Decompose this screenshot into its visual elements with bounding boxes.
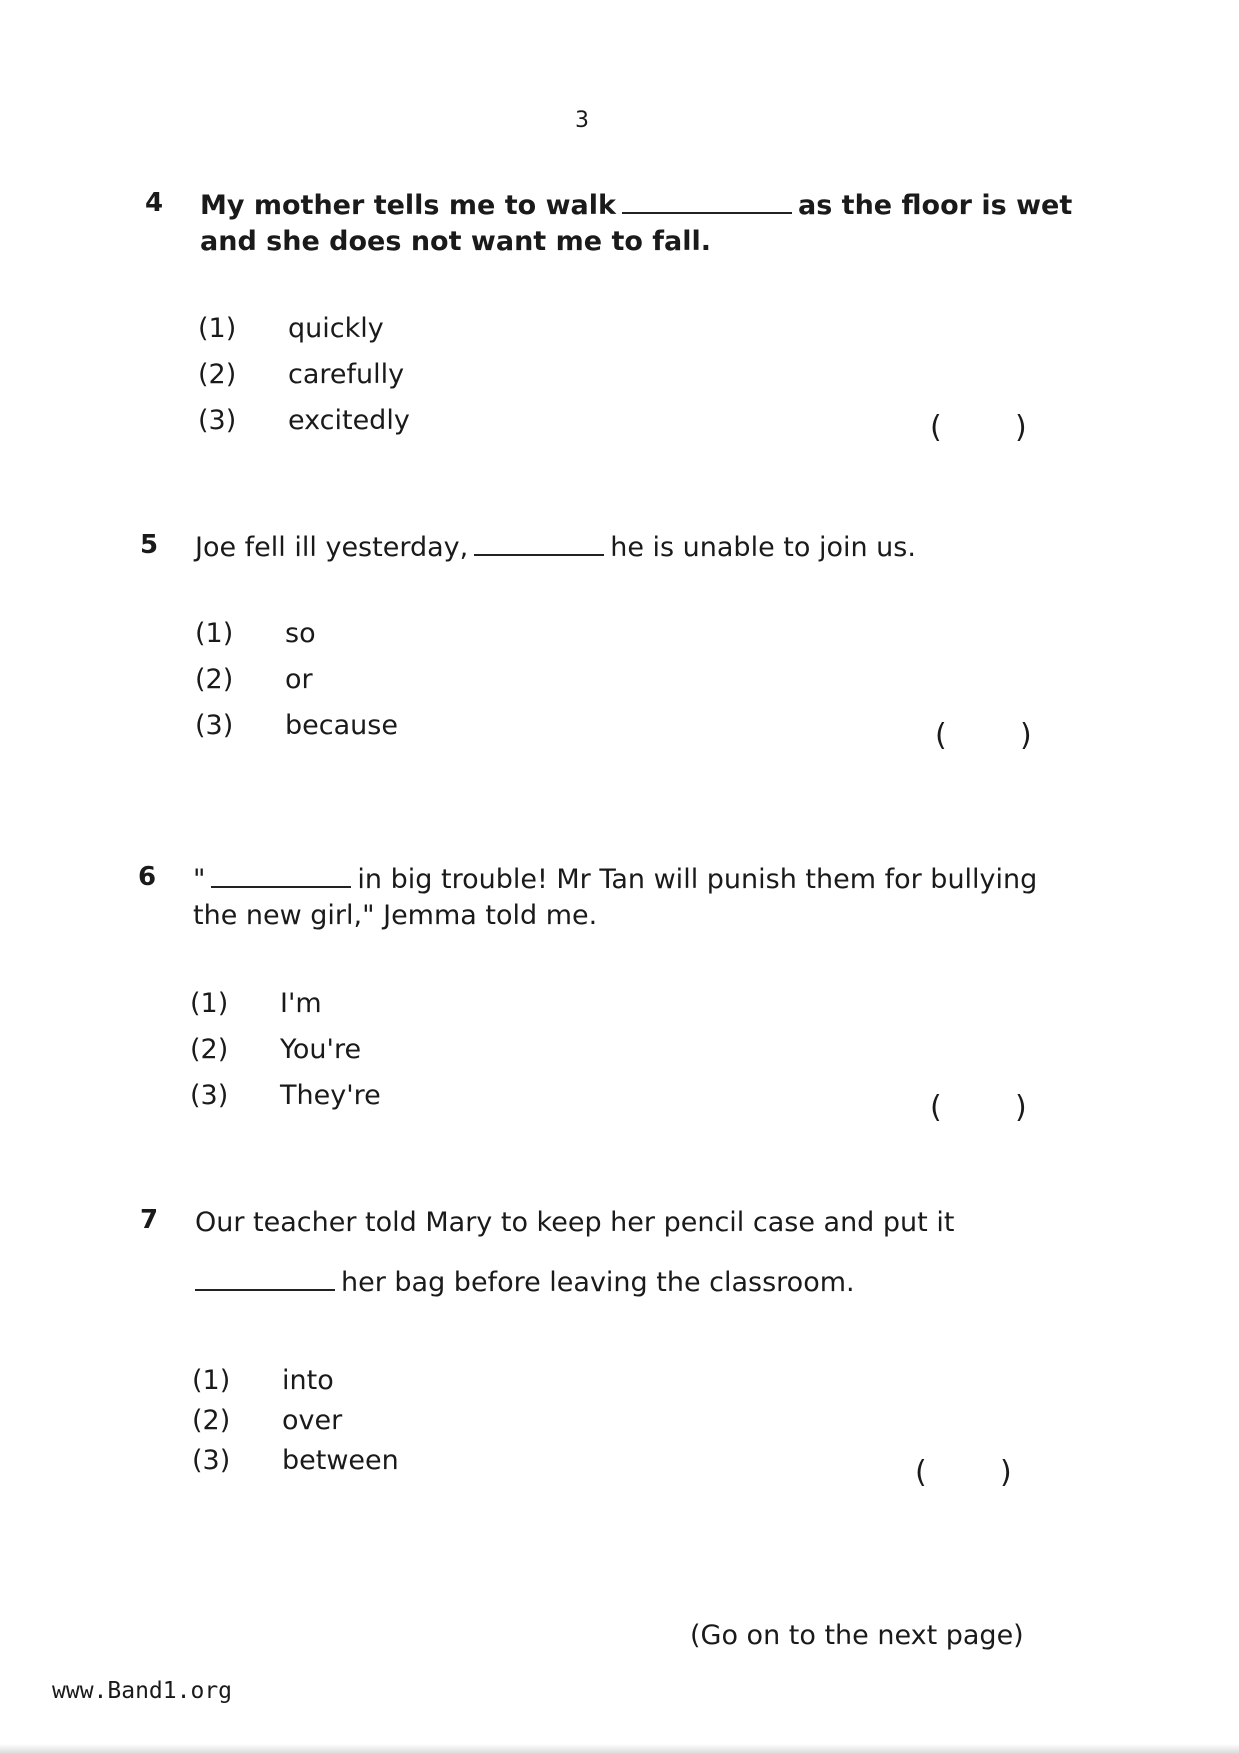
option-number: (2) (195, 664, 234, 695)
options-list (190, 988, 690, 1126)
question-text-before: " (193, 864, 206, 895)
answer-blank (474, 534, 604, 556)
option-number: (2) (192, 1405, 231, 1436)
option-number: (1) (195, 618, 234, 649)
source-url: www.Band1.org (52, 1678, 233, 1704)
bracket-close: ) (1015, 1090, 1027, 1125)
option-number: (3) (198, 405, 237, 436)
option-text: over (282, 1405, 343, 1436)
option-1 (190, 988, 690, 1034)
options-list (192, 1365, 692, 1485)
option-text: because (285, 710, 398, 741)
option-number: (1) (198, 313, 237, 344)
bracket-open: ( (930, 1090, 942, 1125)
question-number: 7 (140, 1205, 159, 1235)
option-text: between (282, 1445, 399, 1476)
option-3 (192, 1445, 692, 1485)
option-text: excitedly (288, 405, 410, 436)
option-number: (1) (192, 1365, 231, 1396)
scan-edge (0, 1744, 1239, 1754)
answer-blank (195, 1269, 335, 1291)
page-number: 3 (575, 108, 589, 133)
option-text: or (285, 664, 313, 695)
option-1 (192, 1365, 692, 1405)
option-text: I'm (280, 988, 322, 1019)
question-text-after: he is unable to join us. (610, 532, 916, 563)
bracket-open: ( (930, 410, 942, 445)
option-1 (195, 618, 695, 664)
option-number: (3) (192, 1445, 231, 1476)
question-text-after: in big trouble! Mr Tan will punish them for bullying the new girl," Jemma told me. (193, 864, 1038, 931)
question-text-before: My mother tells me to walk (200, 190, 616, 221)
bracket-close: ) (1000, 1455, 1012, 1490)
option-2 (192, 1405, 692, 1445)
go-on-notice: (Go on to the next page) (690, 1620, 1024, 1651)
question-text-before: Joe fell ill yesterday, (195, 532, 469, 563)
question-number: 6 (138, 862, 157, 892)
option-number: (3) (195, 710, 234, 741)
option-2 (195, 664, 695, 710)
bracket-close: ) (1015, 410, 1027, 445)
question-number: 4 (145, 188, 164, 218)
option-text: quickly (288, 313, 384, 344)
options-list (198, 313, 698, 451)
option-number: (2) (190, 1034, 229, 1065)
question-text (195, 530, 1075, 566)
question-text (200, 188, 1080, 260)
option-3 (190, 1080, 690, 1126)
question-text (193, 862, 1073, 934)
option-1 (198, 313, 698, 359)
bracket-open: ( (935, 718, 947, 753)
option-3 (198, 405, 698, 451)
option-3 (195, 710, 695, 756)
option-2 (190, 1034, 690, 1080)
question-text-after: as the floor is wet and she does not want me to fall. (200, 190, 1073, 257)
bracket-open: ( (915, 1455, 927, 1490)
option-number: (3) (190, 1080, 229, 1111)
answer-blank (622, 192, 792, 214)
answer-blank (211, 866, 351, 888)
option-text: carefully (288, 359, 405, 390)
question-text-after: her bag before leaving the classroom. (341, 1267, 855, 1298)
question-text-line-2 (195, 1265, 1075, 1301)
bracket-close: ) (1020, 718, 1032, 753)
question-number: 5 (140, 530, 159, 560)
option-text: so (285, 618, 316, 649)
option-text: They're (280, 1080, 381, 1111)
option-text: into (282, 1365, 334, 1396)
option-number: (2) (198, 359, 237, 390)
option-text: You're (280, 1034, 362, 1065)
options-list (195, 618, 695, 756)
option-number: (1) (190, 988, 229, 1019)
question-text-line-1: Our teacher told Mary to keep her pencil case and put it (195, 1207, 955, 1238)
option-2 (198, 359, 698, 405)
